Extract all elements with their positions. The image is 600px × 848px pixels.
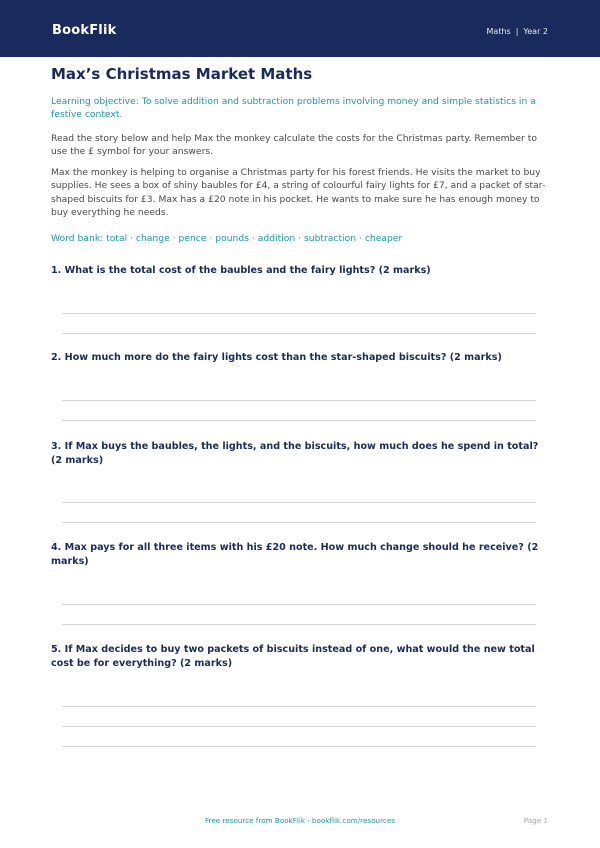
answer-line[interactable] xyxy=(62,522,536,523)
story-text: Max the monkey is helping to organise a Christmas party for his forest friends. He visits the market to buy supplies. He sees a box of shiny baubles for £4, a string of colourful fairy lights for £7, and a packet of star-shaped biscuits for £3. Max has a £20 note in his pocket. He wants to make sure he has enough money to buy everything he needs. xyxy=(51,167,546,218)
question-4: 4. Max pays for all three items with his £20 note. How much change should he receive? (2 marks) xyxy=(51,542,539,567)
subject-name: Maths xyxy=(486,27,511,36)
question-5: 5. If Max decides to buy two packets of biscuits instead of one, what would the new total cost be for everything? (2 marks) xyxy=(51,644,535,669)
brand-logo: BookFlik xyxy=(52,23,117,38)
subject-label xyxy=(487,27,548,36)
answer-line[interactable] xyxy=(62,502,536,503)
question-2: 2. How much more do the fairy lights cost than the star-shaped biscuits? (2 marks) xyxy=(51,352,502,363)
answer-line[interactable] xyxy=(62,604,536,605)
page-header xyxy=(0,0,600,57)
question-3: 3. If Max buys the baubles, the lights, and the biscuits, how much does he spend in total? (2 marks) xyxy=(51,441,539,466)
learning-objective: Learning objective: To solve addition and subtraction problems involving money and simple statistics in a festive context. xyxy=(51,96,536,120)
answer-line[interactable] xyxy=(62,624,536,625)
answer-line[interactable] xyxy=(62,746,536,747)
worksheet-title: Max’s Christmas Market Maths xyxy=(51,65,313,83)
answer-line[interactable] xyxy=(62,333,536,334)
answer-line[interactable] xyxy=(62,400,536,401)
answer-line[interactable] xyxy=(62,420,536,421)
page-number: Page 1 xyxy=(523,816,548,825)
answer-line[interactable] xyxy=(62,313,536,314)
answer-line[interactable] xyxy=(62,726,536,727)
answer-line[interactable] xyxy=(62,706,536,707)
year-group: Year 2 xyxy=(523,27,548,36)
subject-separator: | xyxy=(515,27,519,36)
question-1: 1. What is the total cost of the baubles and the fairy lights? (2 marks) xyxy=(51,265,431,276)
footer-text: Free resource from BookFlik · bookflik.com/resources xyxy=(204,816,396,825)
instructions-text: Read the story below and help Max the monkey calculate the costs for the Christmas party. Remember to use the £ symbol for your answers. xyxy=(51,133,537,158)
word-bank: Word bank: total · change · pence · pounds · addition · subtraction · cheaper xyxy=(51,233,403,244)
